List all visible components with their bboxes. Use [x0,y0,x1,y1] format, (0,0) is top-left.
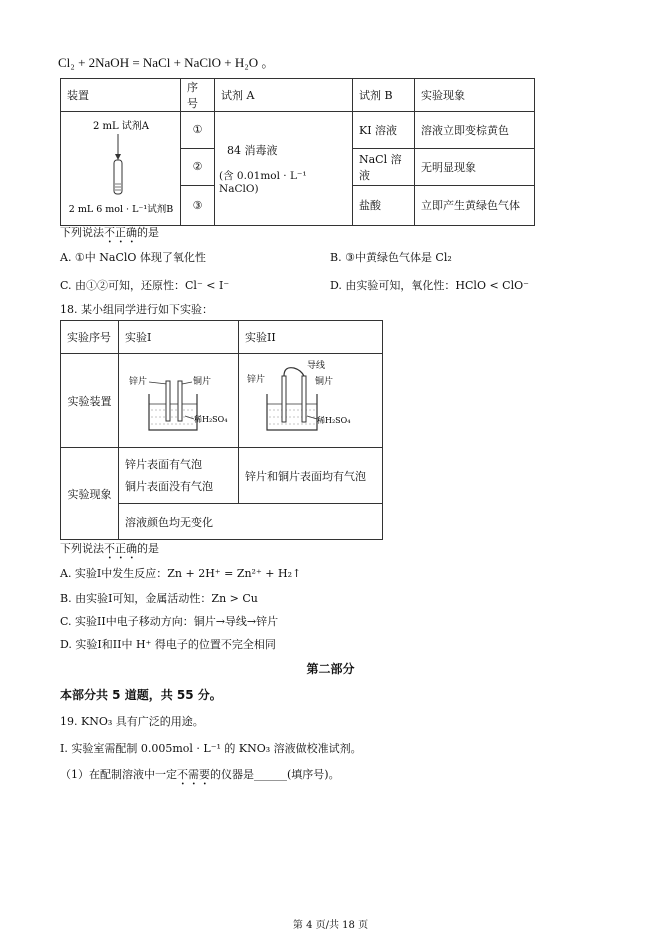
q18-stem: 18. 某小组同学进行如下实验： [60,303,213,316]
q18-option-d: D. 实验I和II中 H⁺ 得电子的位置不完全相同 [60,638,276,651]
common-phenomenon: 溶液颜色均无变化 [119,504,383,540]
q18-option-b: B. 由实验I可知，金属活动性：Zn > Cu [60,592,258,605]
experiment-table-2 [60,320,383,540]
exp2-wire [284,368,304,376]
header-num: 序号 [181,79,215,112]
row-num-3: ③ [181,185,215,225]
header-phenomenon: 实验现象 [415,79,535,112]
q18-option-a: A. 实验I中发生反应：Zn + 2H⁺ = Zn²⁺ + H₂↑ [60,567,302,580]
t2-header-exp2: 实验II [239,321,383,354]
part2-intro: 本部分共 5 道题，共 55 分。 [60,688,222,702]
reagent-b-3: 盐酸 [353,185,415,225]
device-cell [61,112,181,226]
q17-option-d: D. 由实验可知，氧化性：HClO < ClO⁻ [330,279,529,292]
q17-option-a: A. ①中 NaClO 体现了氧化性 [60,251,206,264]
header-reagent-b: 试剂 B [353,79,415,112]
arrow-head [115,154,121,160]
phenomenon-1: 溶液立即变棕黄色 [415,112,535,149]
exp2-zinc-label: 锌片 [247,375,266,385]
exp2-copper-plate [302,376,306,422]
t2-header-num: 实验序号 [61,321,119,354]
reagent-b-2: NaCl 溶液 [353,148,415,185]
exp1-beaker-diagram [119,354,239,444]
test-tube-diagram [61,112,181,222]
t2-row-device: 实验装置 [61,354,119,448]
exp1-diagram-cell [119,354,239,448]
device-bottom-label: 2 mL 6 mol · L⁻¹试剂B [68,204,174,215]
reagent-a-concentration: (含 0.01mol · L⁻¹ NaClO) [219,170,307,195]
header-device: 装置 [61,79,181,112]
row-num-1: ① [181,112,215,149]
t2-row-phenomenon: 实验现象 [61,448,119,540]
reagent-a-name: 84 消毒液 [227,144,278,157]
q19-part1: I. 实验室需配制 0.005mol · L⁻¹ 的 KNO₃ 溶液做校准试剂。 [60,742,362,755]
phenomenon-3: 立即产生黄绿色气体 [415,185,535,225]
exp1-beaker [149,394,197,430]
q19-sub1: （1）在配制溶液中一定不需要的仪器是______(填序号)。 [60,768,340,781]
exp2-zinc-plate [282,376,286,422]
top-equation: Cl₂ + 2NaOH = NaCl + NaClO + H₂O 。 [58,55,275,70]
header-reagent-a: 试剂 A [215,79,353,112]
q17-option-b: B. ③中黄绿色气体是 Cl₂ [330,251,452,264]
exp1-phen-line2: 铜片表面没有气泡 [125,479,213,493]
exp2-beaker-diagram [239,354,383,444]
part2-title: 第二部分 [306,662,355,676]
exp2-beaker [267,394,317,430]
q18-stem2: 下列说法不正确的是 [60,542,159,555]
exp1-zinc-plate [166,381,170,421]
exp1-copper-label: 铜片 [193,377,212,387]
exp2-phenomenon: 锌片和铜片表面均有气泡 [239,448,383,504]
exp1-acid-label: 稀H₂SO₄ [194,415,228,424]
exp1-phen-line1: 锌片表面有气泡 [125,457,202,471]
experiment-table-1 [60,78,535,226]
exp2-acid-label: 稀H₂SO₄ [317,416,351,425]
q17-stem: 下列说法不正确的是 [60,226,159,239]
exp1-copper-plate [178,381,182,421]
q18-option-c: C. 实验II中电子移动方向：铜片→导线→锌片 [60,615,279,628]
exp2-diagram-cell [239,354,383,448]
reagent-a-cell [215,112,353,226]
page-footer: 第 4 页/共 18 页 [292,920,369,931]
exp1-phenomenon [119,448,239,504]
test-tube [114,160,122,194]
phenomenon-2: 无明显现象 [415,148,535,185]
device-top-label: 2 mL 试剂A [92,121,150,132]
row-num-2: ② [181,148,215,185]
reagent-b-1: KI 溶液 [353,112,415,149]
q19-stem: 19. KNO₃ 具有广泛的用途。 [60,715,204,728]
q17-option-c: C. 由①②可知，还原性：Cl⁻ < I⁻ [60,279,230,292]
exp1-zinc-label: 锌片 [129,377,148,387]
t2-header-exp1: 实验I [119,321,239,354]
exp2-wire-label: 导线 [307,361,326,371]
exp2-copper-label: 铜片 [315,377,334,387]
